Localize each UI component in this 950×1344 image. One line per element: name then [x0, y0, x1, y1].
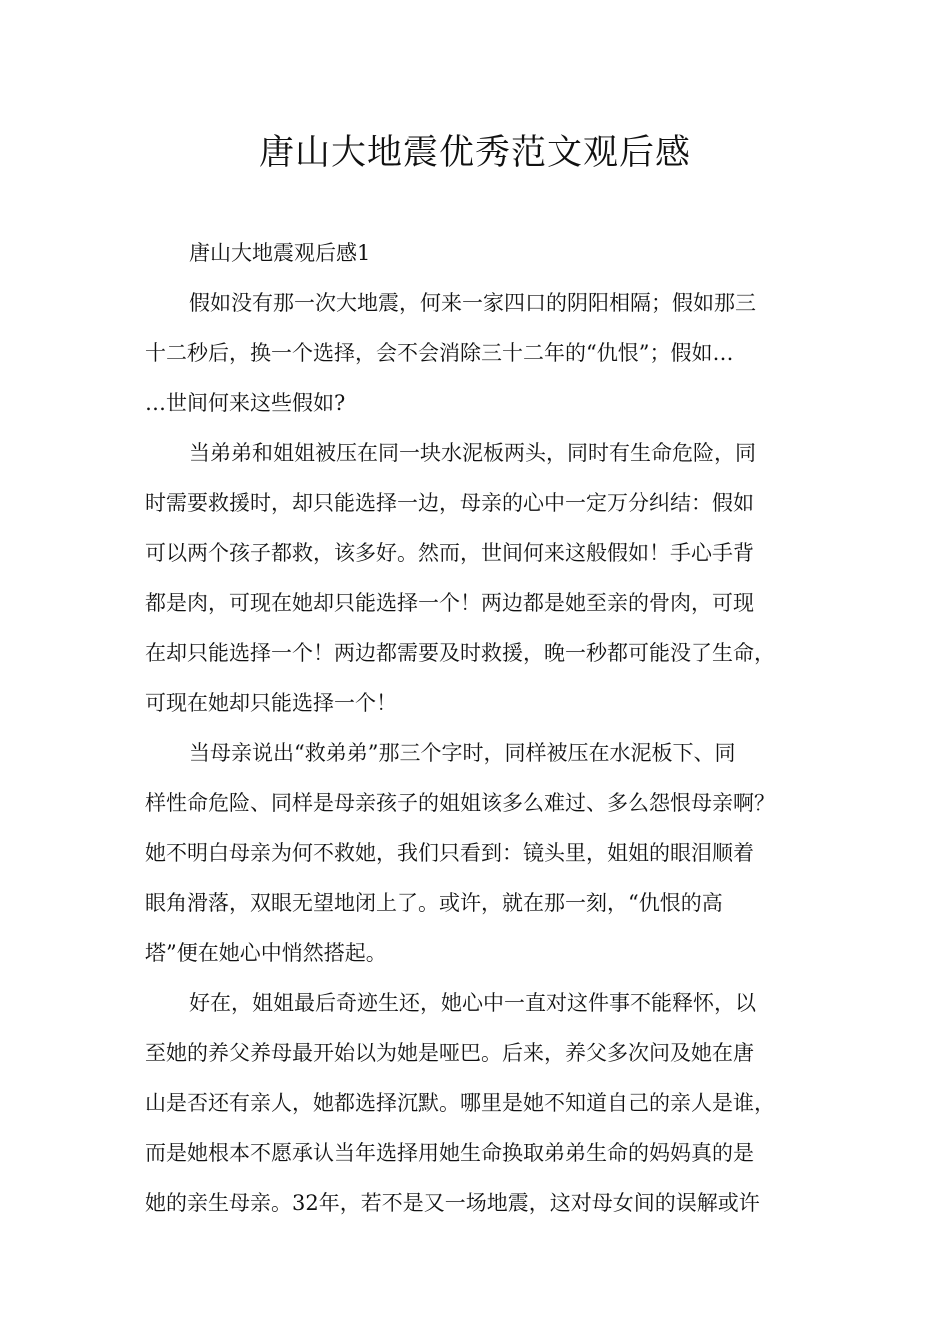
paragraph [145, 728, 807, 978]
paragraph-line: 在却只能选择一个！两边都需要及时救援，晚一秒都可能没了生命， [145, 641, 775, 665]
paragraph-line: 塔”便在她心中悄然搭起。 [145, 941, 387, 965]
paragraph-line: 山是否还有亲人，她都选择沉默。哪里是她不知道自己的亲人是谁， [145, 1091, 775, 1115]
document-title: 唐山大地震优秀范文观后感 [258, 133, 691, 173]
paragraph-line: 而是她根本不愿承认当年选择用她生命换取弟弟生命的妈妈真的是 [145, 1141, 754, 1165]
paragraph-line: 好在，姐姐最后奇迹生还，她心中一直对这件事不能释怀，以 [189, 991, 756, 1015]
paragraph [145, 278, 807, 428]
paragraph-heading [145, 228, 807, 278]
paragraph-line: 样性命危险、同样是母亲孩子的姐姐该多么难过、多么怨恨母亲啊？ [145, 791, 775, 815]
paragraph-line: 当母亲说出“救弟弟”那三个字时，同样被压在水泥板下、同 [189, 741, 736, 765]
paragraph-line: 她不明白母亲为何不救她，我们只看到：镜头里，姐姐的眼泪顺着 [145, 841, 754, 865]
paragraph-line: 可现在她却只能选择一个！ [145, 691, 397, 715]
paragraph-line: …世间何来这些假如? [145, 391, 346, 415]
paragraph-line: 假如没有那一次大地震，何来一家四口的阴阳相隔；假如那三 [189, 291, 756, 315]
paragraph-line: 唐山大地震观后感1 [189, 241, 371, 265]
paragraph-line: 都是肉，可现在她却只能选择一个！两边都是她至亲的骨肉，可现 [145, 591, 754, 615]
document-body [145, 228, 807, 1228]
paragraph-line: 至她的养父养母最开始以为她是哑巴。后来，养父多次问及她在唐 [145, 1041, 754, 1065]
paragraph-line: 十二秒后，换一个选择，会不会消除三十二年的“仇恨”；假如… [145, 341, 734, 365]
paragraph-line: 时需要救援时，却只能选择一边，母亲的心中一定万分纠结：假如 [145, 491, 754, 515]
paragraph-line: 她的亲生母亲。32年，若不是又一场地震，这对母女间的误解或许 [145, 1191, 760, 1215]
paragraph [145, 978, 807, 1228]
paragraph-line: 当弟弟和姐姐被压在同一块水泥板两头，同时有生命危险，同 [189, 441, 756, 465]
paragraph-line: 眼角滑落，双眼无望地闭上了。或许，就在那一刻，“仇恨的高 [145, 891, 723, 915]
paragraph [145, 428, 807, 728]
paragraph-line: 可以两个孩子都救，该多好。然而，世间何来这般假如！手心手背 [145, 541, 754, 565]
